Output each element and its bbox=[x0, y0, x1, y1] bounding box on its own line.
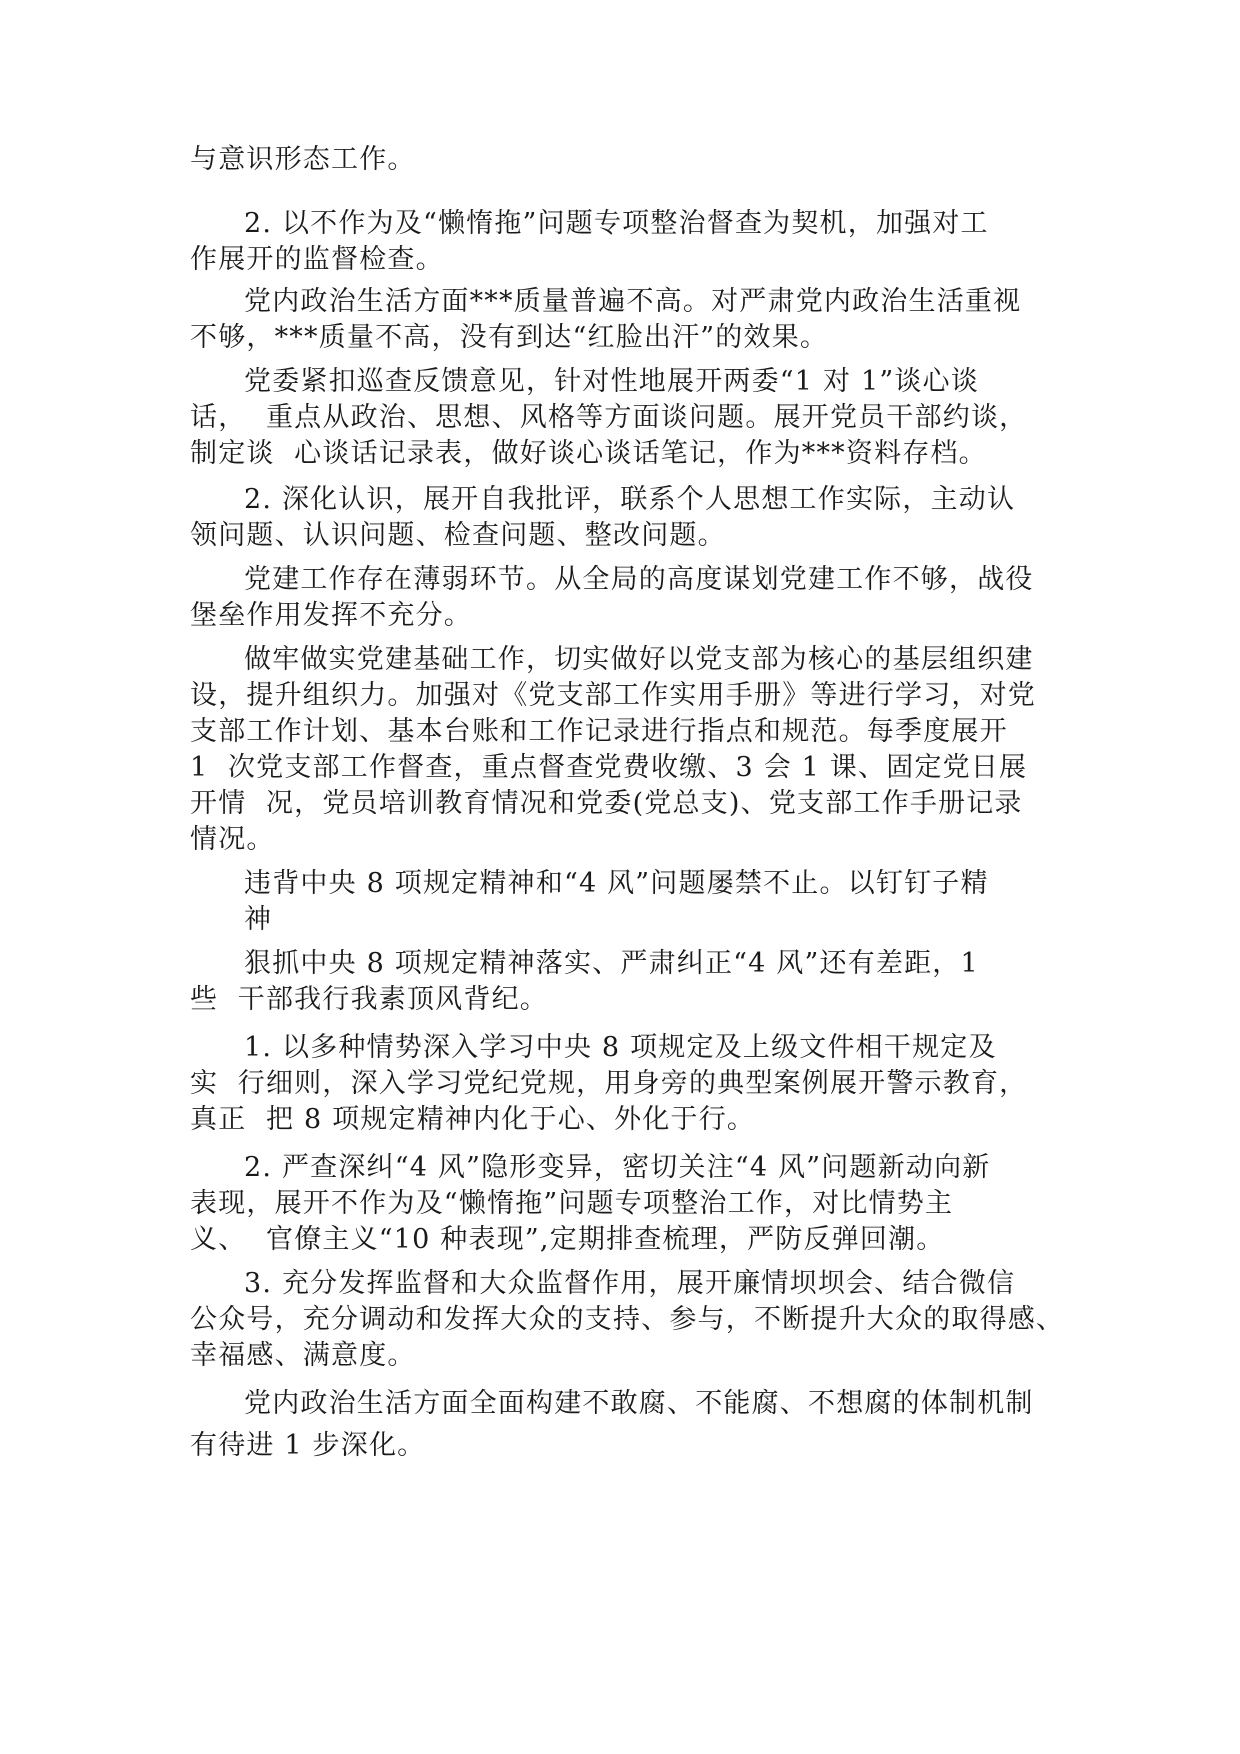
text-line: 义、 官僚主义“10 种表现”,定期排查梳理，严防反弹回潮。 bbox=[190, 1224, 945, 1255]
text-line: 狠抓中央 8 项规定精神落实、严肃纠正“4 风”还有差距，1 bbox=[244, 948, 979, 979]
text-line: 1. 以多种情势深入学习中央 8 项规定及上级文件相干规定及 bbox=[244, 1032, 997, 1063]
text-line: 开情 况，党员培训教育情况和党委(党总支)、党支部工作手册记录 bbox=[190, 788, 1023, 819]
text-line: 党内政治生活方面全面构建不敢腐、不能腐、不想腐的体制机制 bbox=[244, 1388, 1034, 1419]
text-line: 不够，***质量不高，没有到达“红脸出汗”的效果。 bbox=[190, 322, 829, 353]
text-line: 做牢做实党建基础工作，切实做好以党支部为核心的基层组织建 bbox=[244, 644, 1034, 675]
text-line: 党建工作存在薄弱环节。从全局的高度谋划党建工作不够，战役 bbox=[244, 564, 1034, 595]
text-line: 设，提升组织力。加强对《党支部工作实用手册》等进行学习，对党 bbox=[190, 680, 1036, 711]
text-line: 话， 重点从政治、思想、风格等方面谈问题。展开党员干部约谈， bbox=[190, 402, 1028, 433]
text-line: 表现，展开不作为及“懒惰拖”问题专项整治工作，对比情势主 bbox=[190, 1188, 954, 1219]
text-line: 制定谈 心谈话记录表，做好谈心谈话笔记，作为***资料存档。 bbox=[190, 438, 987, 469]
text-line: 堡垒作用发挥不充分。 bbox=[190, 600, 472, 631]
text-line: 公众号，充分调动和发挥大众的支持、参与，不断提升大众的取得感、 bbox=[190, 1304, 1065, 1335]
text-line: 作展开的监督检查。 bbox=[190, 244, 444, 275]
text-line: 1 次党支部工作督查，重点督查党费收缴、3 会 1 课、固定党日展 bbox=[190, 752, 1028, 783]
text-line: 领问题、认识问题、检查问题、整改问题。 bbox=[190, 520, 726, 551]
text-line: 2. 严查深纠“4 风”隐形变异，密切关注“4 风”问题新动向新 bbox=[244, 1152, 991, 1183]
text-line: 神 bbox=[244, 904, 273, 935]
text-line: 支部工作计划、基本台账和工作记录进行指点和规范。每季度展开 bbox=[190, 716, 1008, 747]
text-line: 党委紧扣巡查反馈意见，针对性地展开两委“1 对 1”谈心谈 bbox=[244, 366, 979, 397]
text-line: 与意识形态工作。 bbox=[190, 144, 416, 175]
text-line: 违背中央 8 项规定精神和“4 风”问题屡禁不止。以钉钉子精 bbox=[244, 868, 989, 899]
text-line: 2. 深化认识，展开自我批评，联系个人思想工作实际，主动认 bbox=[244, 484, 1016, 515]
text-line: 有待进 1 步深化。 bbox=[190, 1430, 426, 1461]
text-line: 情况。 bbox=[190, 824, 275, 855]
text-line: 真正 把 8 项规定精神内化于心、外化于行。 bbox=[190, 1104, 756, 1135]
text-line: 些 干部我行我素顶风背纪。 bbox=[190, 984, 548, 1015]
text-line: 2. 以不作为及“懒惰拖”问题专项整治督查为契机，加强对工 bbox=[244, 208, 989, 239]
text-line: 3. 充分发挥监督和大众监督作用，展开廉情坝坝会、结合微信 bbox=[244, 1268, 1016, 1299]
text-line: 实 行细则，深入学习党纪党规，用身旁的典型案例展开警示教育， bbox=[190, 1068, 1028, 1099]
text-line: 幸福感、满意度。 bbox=[190, 1340, 416, 1371]
text-line: 党内政治生活方面***质量普遍不高。对严肃党内政治生活重视 bbox=[244, 286, 1022, 317]
